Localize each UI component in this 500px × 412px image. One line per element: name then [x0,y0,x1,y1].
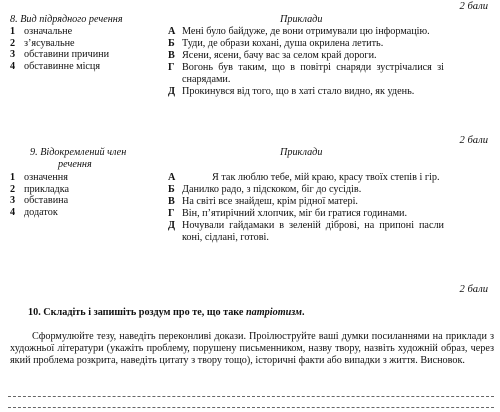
task8-examples-header: Приклади [280,14,323,25]
task8-example: Д Прокинувся від того, що в хаті стало видно, як удень. [168,86,415,97]
task8-examples [168,26,444,98]
task8-example: Г Вогонь був таким, що в повітрі снаряди зустрічалися зі снарядами. [168,62,444,85]
task8-example: В Ясени, ясени, бачу вас за селом край дороги. [168,50,377,61]
task10-points: 2 бали [459,284,488,295]
task8-points: 2 бали [459,1,488,12]
task8-title: 8. Вид підрядного речення [10,14,123,25]
task8-item: 1 означальне [10,26,73,37]
task8-item: 3 обставини причини [10,49,110,60]
task9-item: 2 прикладка [10,183,70,195]
task9-items [10,172,160,218]
task8-item: 2 з’ясувальне [10,37,75,49]
task9-examples-header: Приклади [280,147,323,158]
task9-example: В На світі все знайдеш, крім рідної матері. [168,196,358,207]
task9-item: 1 означення [10,172,68,183]
task9-points: 2 бали [459,135,488,146]
task10-heading: 10. Складіть і запишіть роздум про те, що таке патріотизм. [28,307,305,318]
task9-example: Д Ночували гайдамаки в зеленій діброві, на припоні пасли коні, сідлані, готові. [168,220,444,243]
task9-examples [168,172,444,244]
answer-line [8,407,494,408]
task8-item: 4 обставинне місця [10,60,101,72]
answer-line [8,396,494,397]
task9-title-line2: речення [58,159,92,170]
task10-body: Сформулюйте тезу, наведіть переконливі докази. Проілюструйте ваші думки посиланнями на приклади з художньої літератури (укажіть проблему, порушену письменником, назву твору, назвіть художній образ, через який проблема розкрита, наведіть цитату з твору тощо), історичні факти або випадки з життя. Висновок. [10,331,494,366]
task8-example: Б Туди, де образи кохані, душа окрилена летить. [168,38,384,49]
task9-example: Б Данилко радо, з підскоком, біг до сусідів. [168,184,362,195]
task9-item: 3 обставина [10,195,69,206]
task9-title-line1: 9. Відокремлений член [30,147,127,158]
task8-example: А Мені було байдуже, де вони отримували цю інформацію. [168,26,430,37]
task9-item: 4 додаток [10,206,58,218]
task9-example: А Я так люблю тебе, мій краю, красу твоїх степів і гір. [168,172,440,183]
task9-example: Г Він, п’ятирічний хлопчик, міг би гратися годинами. [168,208,408,219]
task10-heading-emph: патріотизм [246,307,302,318]
task8-items [10,26,160,72]
